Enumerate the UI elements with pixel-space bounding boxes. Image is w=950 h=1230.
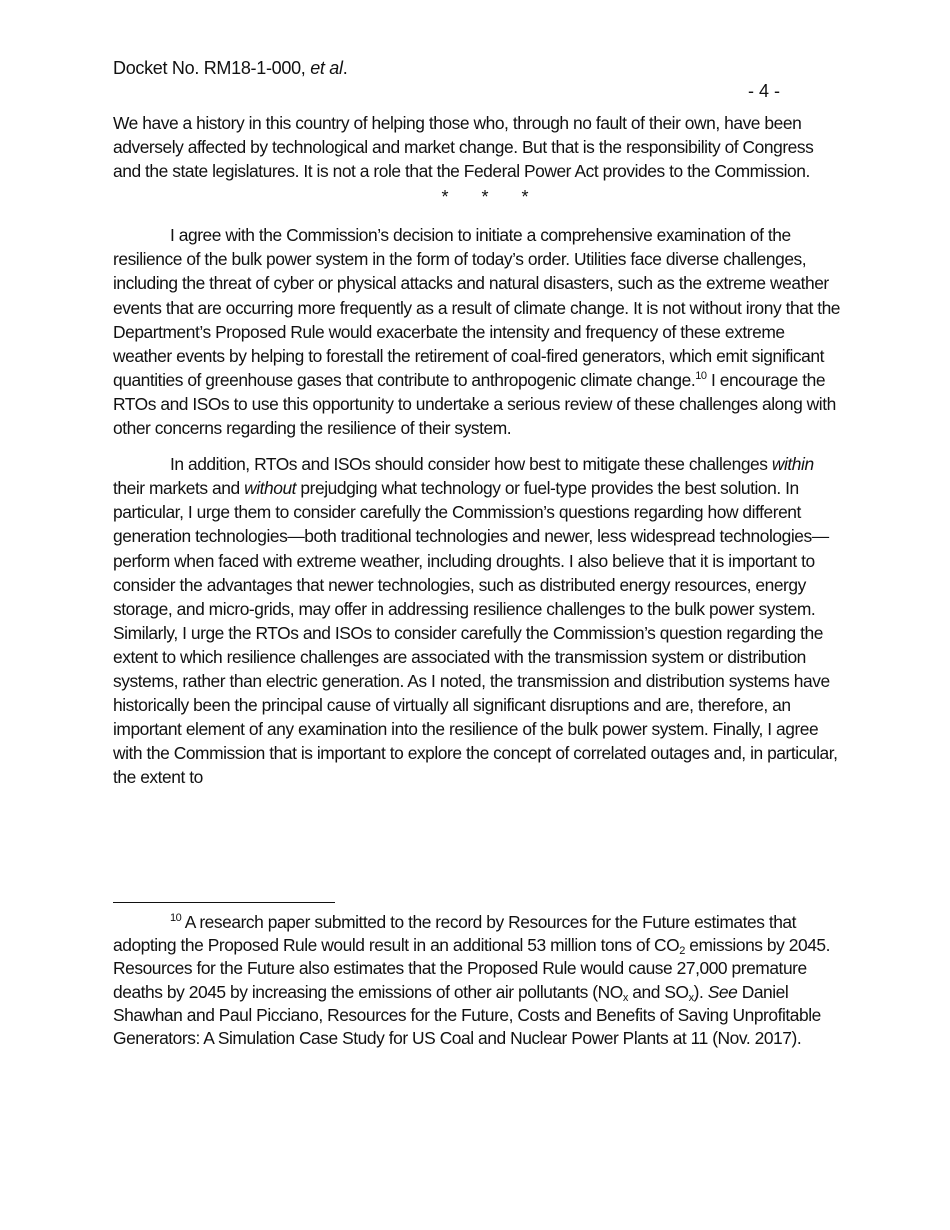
emphasis-without: without [244,478,297,499]
signal-see: See [707,981,738,1002]
docket-number [113,56,347,80]
paragraph-resilience [113,223,843,440]
paragraph-history: We have a history in this country of helping those who, through no fault of their own, have been adversely affected by technological and market change. But that is the responsibility of Congress and the state legislatures. It is not a role that the Federal Power Act provides to the Commission. [113,113,814,182]
footnote-divider [113,902,335,903]
docket-prefix: Docket No. RM18-1-000, [113,58,311,78]
footnote-text-d: ). [693,981,708,1002]
emphasis-within: within [771,454,814,475]
footnote-text-c: and SO [627,981,689,1002]
paragraph-markets [113,452,843,789]
paragraph-markets-text-a: In addition, RTOs and ISOs should consider how best to mitigate these challenges [170,454,772,475]
footnote-text-a: A research paper submitted to the record by Resources for the Future estimates that adopting the Proposed Rule would result in an additional 53 million tons of CO [113,912,797,956]
paragraph-markets-text-b: their markets and [113,478,245,499]
footnote-number: 10 [170,912,182,924]
footnote-reference: 10 [695,369,707,382]
paragraph-resilience-text-b: I encourage the RTOs and ISOs to use this opportunity to undertake a serious review of these challenges along with other concerns regarding the resilience of their system. [113,369,836,439]
sox-subscript: x [688,991,694,1004]
footnote-10 [113,911,843,1050]
section-separator: * * * [441,187,529,208]
page-number: - 4 - [748,81,781,101]
paragraph-resilience-text-a: I agree with the Commission’s decision to initiate a comprehensive examination of the resilience of the bulk power system in the form of today’s order. Utilities face diverse challenges, including the threat of cyber or physical attacks and natural disasters, such as the extreme weather events that are occurring more frequently as a result of climate change. It is not without irony that the Department’s Proposed Rule would exacerbate the intensity and frequency of these extreme weather events by helping to forestall the retirement of coal-fired generators, which emit significant quantities of greenhouse gases that contribute to anthropogenic climate change. [113,225,841,390]
footnote-text [113,911,843,1050]
body-text [113,111,843,789]
footnote-text-b: emissions by 2045. Resources for the Future also estimates that the Proposed Rule would cause 27,000 premature deaths by 2045 by increasing the emissions of other air pollutants (NO [113,935,831,1002]
co2-subscript: 2 [679,945,685,958]
docket-suffix: . [342,58,348,78]
nox-subscript: x [622,991,628,1004]
footnote-text-e: Daniel Shawhan and Paul Picciano, Resources for the Future, Costs and Benefits of Saving Unprofitable Generators: A Simulation Case Study for US Coal and Nuclear Power Plants at 11 (Nov. 2017). [113,981,821,1049]
docket-etal: et al [310,58,343,78]
paragraph-markets-text-c: prejudging what technology or fuel-type provides the best solution. In particular, I urge them to consider carefully the Commission’s questions regarding how different generation technologies—both traditional technologies and newer, less widespread technologies—perform when faced with extreme weather, including droughts. I also believe that it is important to consider the advantages that newer technologies, such as distributed energy resources, energy storage, and micro-grids, may offer in addressing resilience challenges to the bulk power system. Similarly, I urge the RTOs and ISOs to consider carefully the Commission’s question regarding the extent to which resilience challenges are associated with the transmission system or distribution systems, rather than electric generation. As I noted, the transmission and distribution systems have historically been the principal cause of virtually all significant disruptions and are, therefore, an important element of any examination into the resilience of the bulk power system. Finally, I agree with the Commission that is important to explore the concept of correlated outages and, in particular, the extent to [113,478,838,788]
